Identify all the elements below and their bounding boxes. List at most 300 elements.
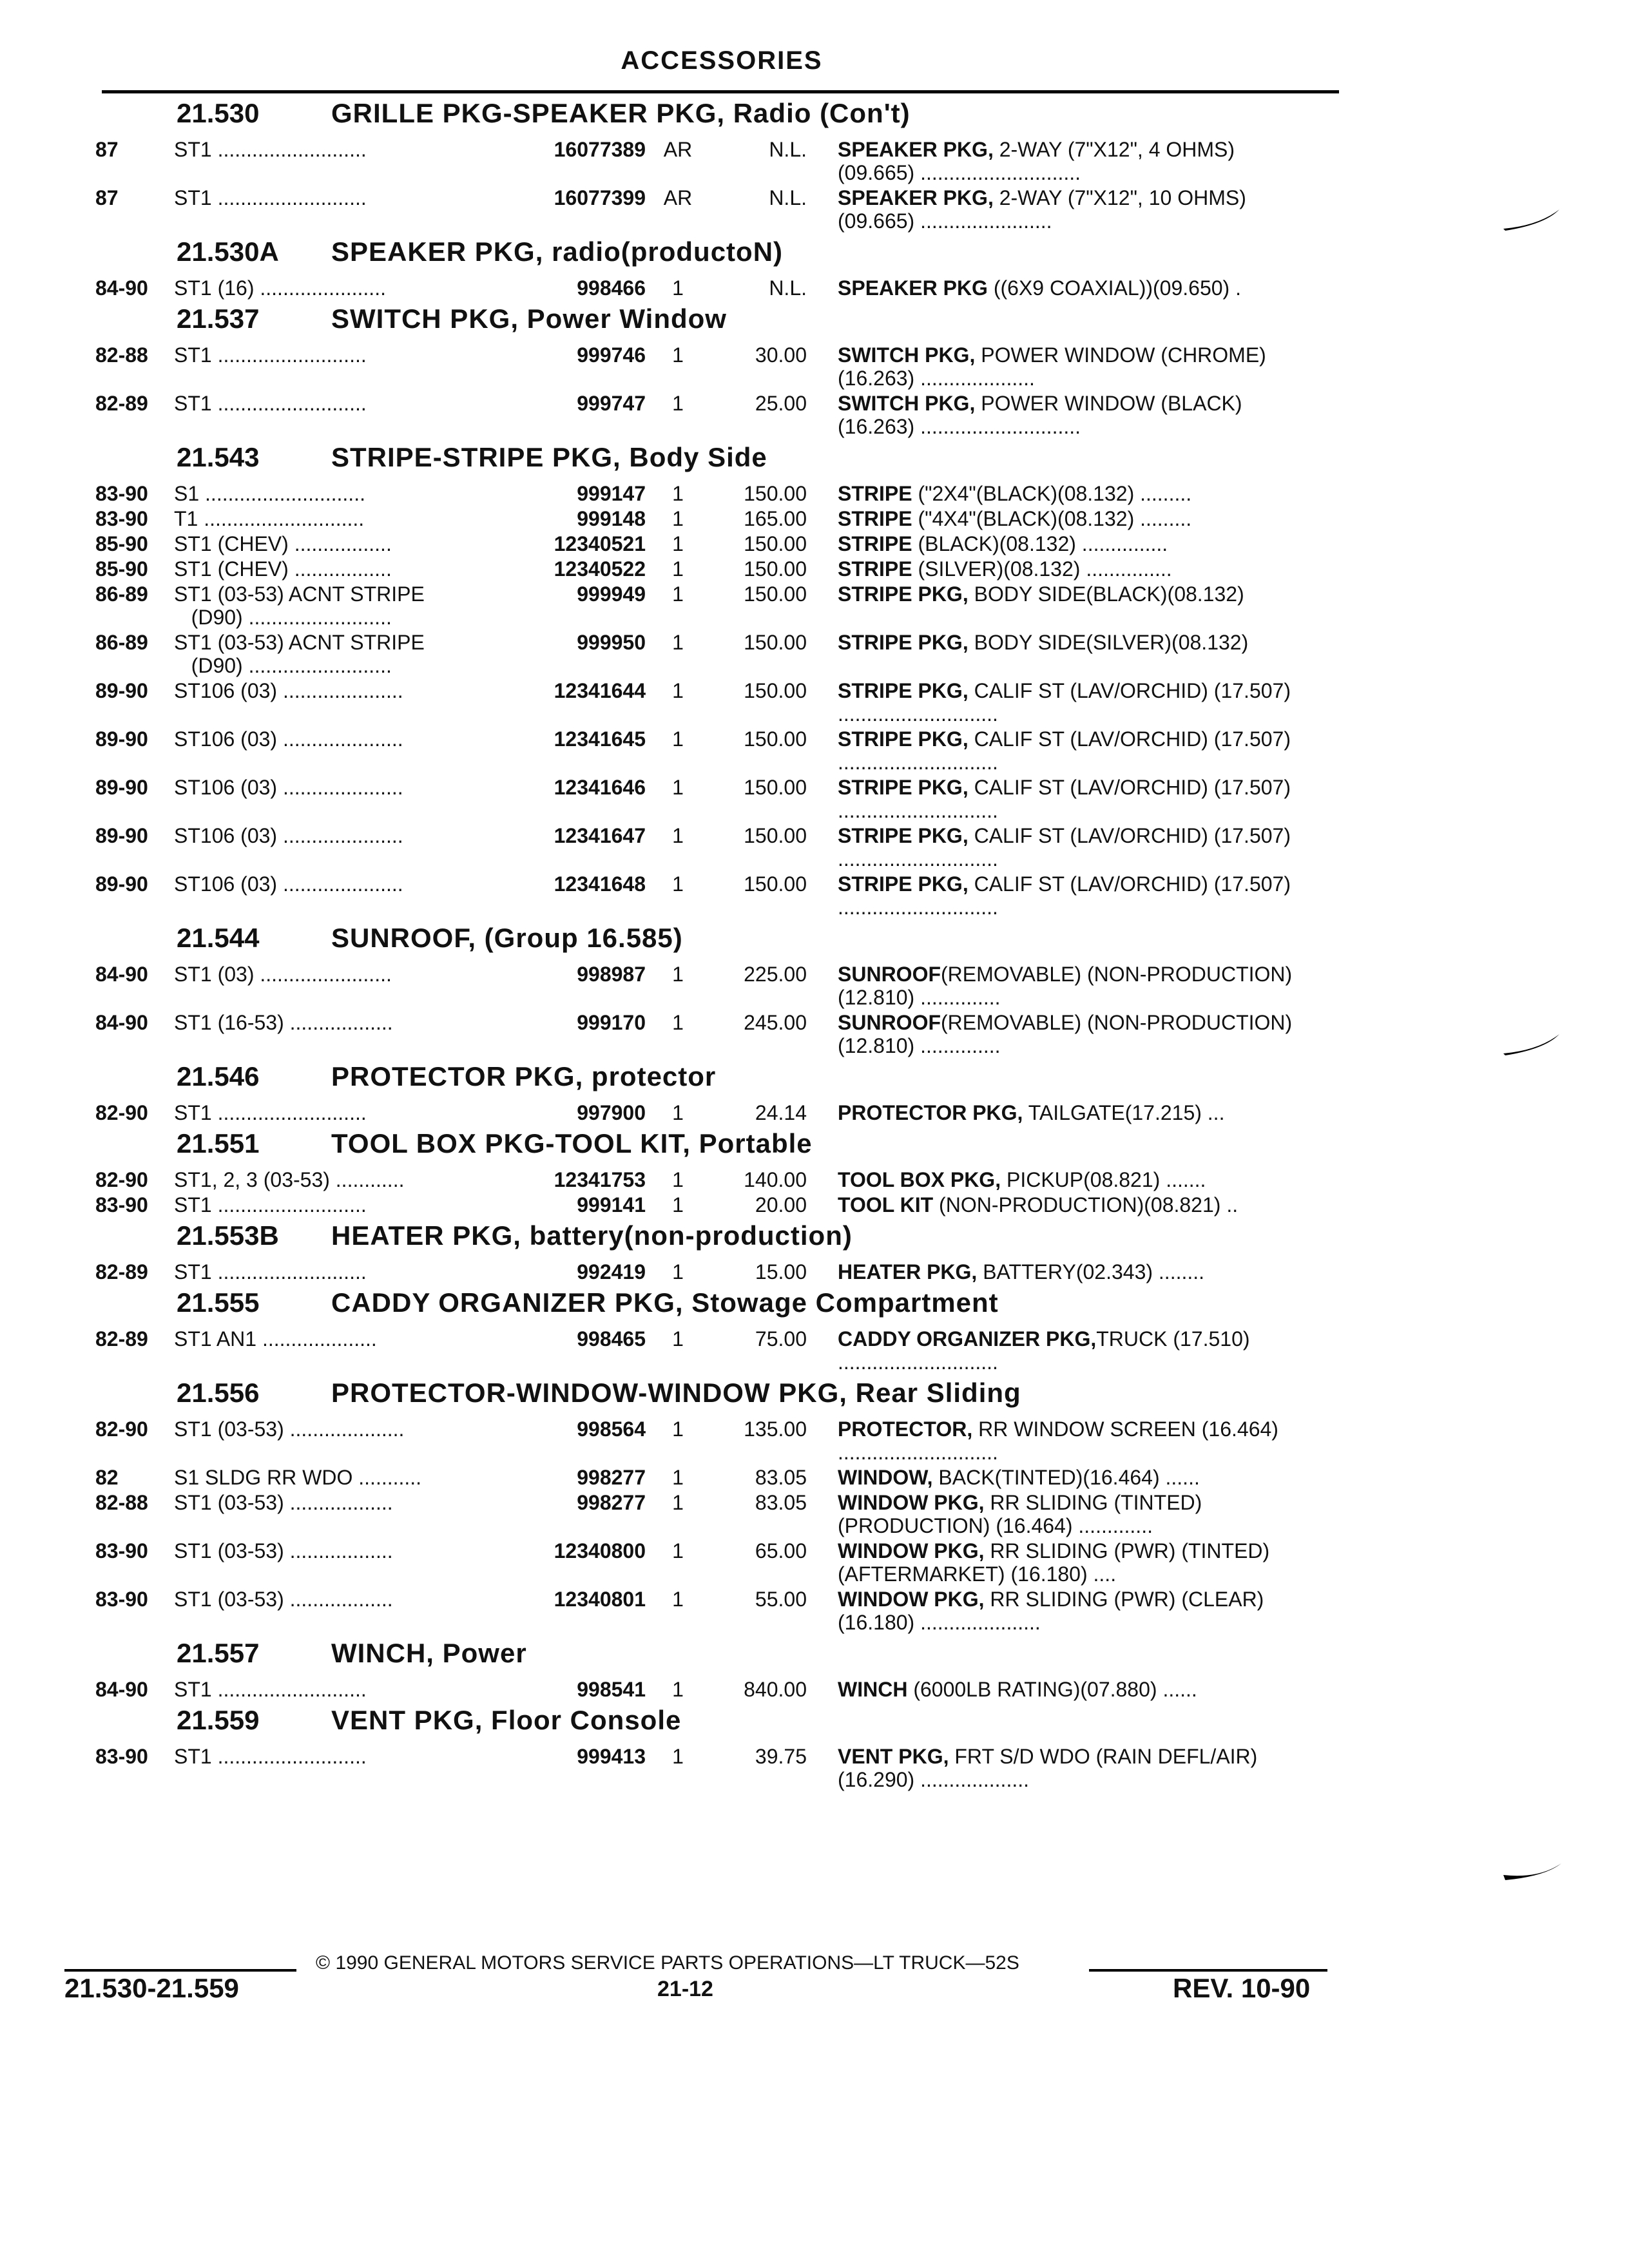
model-years: 86-89	[95, 631, 148, 654]
application: ST1 (03-53) ....................	[174, 1418, 405, 1441]
application: ST1 ..........................	[174, 1745, 367, 1768]
section-number: 21.556	[177, 1378, 260, 1408]
part-number: 12340800	[554, 1539, 646, 1562]
price: 840.00	[744, 1678, 807, 1701]
description	[838, 1539, 1302, 1586]
table-row	[95, 392, 1339, 438]
application: S1 SLDG RR WDO ...........	[174, 1466, 422, 1489]
section-number: 21.530A	[177, 236, 279, 267]
description-name: STRIPE PKG,	[838, 872, 969, 896]
description-detail: CALIF ST (LAV/ORCHID) (17.507) ............................	[838, 727, 1291, 774]
description	[838, 186, 1302, 233]
section-number: 21.546	[177, 1061, 260, 1091]
table-row	[95, 824, 1339, 870]
application: T1 ............................	[174, 507, 365, 530]
description-detail: TAILGATE(17.215) ...	[1023, 1101, 1225, 1124]
price: 150.00	[744, 532, 807, 555]
description-name: SPEAKER PKG,	[838, 138, 994, 161]
description-detail: BACK(TINTED)(16.464) ......	[932, 1466, 1200, 1489]
table-row	[95, 1260, 1339, 1283]
description-name: WINDOW,	[838, 1466, 933, 1489]
description-detail: ((6X9 COAXIAL))(09.650) .	[987, 276, 1241, 300]
description	[838, 557, 1302, 581]
table-row	[95, 186, 1339, 233]
description	[838, 1678, 1302, 1701]
quantity: 1	[672, 1011, 684, 1034]
table-row	[95, 1418, 1339, 1464]
binder-mark-icon	[1500, 1856, 1565, 1881]
application: ST1, 2, 3 (03-53) ............	[174, 1168, 405, 1191]
description-detail: CALIF ST (LAV/ORCHID) (17.507) ............................	[838, 824, 1291, 870]
table-row	[95, 1466, 1339, 1489]
section-title: PROTECTOR-WINDOW-WINDOW PKG, Rear Sliding	[331, 1378, 1021, 1408]
section-heading	[95, 1378, 1339, 1418]
price: 225.00	[744, 963, 807, 986]
part-number: 999949	[577, 582, 646, 606]
quantity: 1	[672, 557, 684, 581]
description-detail: (NON-PRODUCTION)(08.821) ..	[933, 1193, 1239, 1216]
price: 83.05	[755, 1491, 807, 1514]
description	[838, 276, 1302, 300]
table-row	[95, 1327, 1339, 1374]
description-name: WINDOW PKG,	[838, 1539, 985, 1562]
description-detail: ("2X4"(BLACK)(08.132) .........	[912, 482, 1192, 505]
table-row	[95, 138, 1339, 184]
section-title: STRIPE-STRIPE PKG, Body Side	[331, 442, 767, 472]
section-number: 21.555	[177, 1287, 260, 1318]
description-detail: 2-WAY (7"X12", 10 OHMS) (09.665) .......................	[838, 186, 1246, 233]
part-number: 998277	[577, 1466, 646, 1489]
description-detail: CALIF ST (LAV/ORCHID) (17.507) ............................	[838, 679, 1291, 726]
price: 150.00	[744, 872, 807, 896]
section-heading	[95, 98, 1339, 138]
description-name: STRIPE	[838, 507, 912, 530]
price: 135.00	[744, 1418, 807, 1441]
price: 150.00	[744, 824, 807, 847]
price: 150.00	[744, 482, 807, 505]
price: 150.00	[744, 679, 807, 702]
price: 245.00	[744, 1011, 807, 1034]
model-years: 87	[95, 138, 119, 161]
price: 150.00	[744, 631, 807, 654]
part-number: 999170	[577, 1011, 646, 1034]
quantity: 1	[672, 1745, 684, 1768]
application: ST1 ..........................	[174, 1260, 367, 1283]
quantity: 1	[672, 1678, 684, 1701]
catalog-section	[95, 1378, 1339, 1634]
application: ST1 (03-53) ..................	[174, 1491, 393, 1514]
description	[838, 1193, 1302, 1216]
description	[838, 1745, 1302, 1791]
description	[838, 1168, 1302, 1191]
application: ST1 (CHEV) .................	[174, 557, 392, 581]
table-row	[95, 1678, 1339, 1701]
part-number: 12341753	[554, 1168, 646, 1191]
part-number: 999148	[577, 507, 646, 530]
description	[838, 1466, 1302, 1489]
page-title: ACCESSORIES	[621, 46, 823, 75]
description	[838, 1588, 1302, 1634]
catalog-section	[95, 1220, 1339, 1283]
description-detail: BATTERY(02.343) ........	[977, 1260, 1205, 1283]
description-detail: (REMOVABLE) (NON-PRODUCTION) (12.810) ..............	[838, 1011, 1293, 1057]
part-number: 12341648	[554, 872, 646, 896]
table-row	[95, 507, 1339, 530]
catalog-section	[95, 923, 1339, 1057]
table-row	[95, 727, 1339, 774]
section-title: SWITCH PKG, Power Window	[331, 303, 727, 334]
table-row	[95, 963, 1339, 1009]
quantity: 1	[672, 392, 684, 415]
footer-page-number: 21-12	[657, 1977, 713, 2001]
application: ST1 ..........................	[174, 1193, 367, 1216]
description-name: PROTECTOR PKG,	[838, 1101, 1023, 1124]
description-detail: 2-WAY (7"X12", 4 OHMS) (09.665) ............................	[838, 138, 1235, 184]
quantity: 1	[672, 727, 684, 751]
section-heading	[95, 303, 1339, 343]
price: 150.00	[744, 727, 807, 751]
model-years: 84-90	[95, 276, 148, 300]
application: ST1 ..........................	[174, 392, 367, 415]
model-years: 89-90	[95, 679, 148, 702]
description-detail: TRUCK (17.510) ............................	[838, 1327, 1250, 1374]
part-number: 12341647	[554, 824, 646, 847]
price: 55.00	[755, 1588, 807, 1611]
catalog-section	[95, 98, 1339, 233]
section-heading	[95, 1638, 1339, 1678]
description-detail: PICKUP(08.821) .......	[1001, 1168, 1206, 1191]
model-years: 83-90	[95, 507, 148, 530]
part-number: 998987	[577, 963, 646, 986]
model-years: 82-88	[95, 343, 148, 367]
quantity: 1	[672, 1588, 684, 1611]
part-number: 998541	[577, 1678, 646, 1701]
part-number: 999413	[577, 1745, 646, 1768]
section-title: SPEAKER PKG, radio(productoN)	[331, 236, 784, 267]
description-name: PROTECTOR,	[838, 1418, 973, 1441]
model-years: 83-90	[95, 1193, 148, 1216]
section-title: TOOL BOX PKG-TOOL KIT, Portable	[331, 1128, 813, 1158]
quantity: 1	[672, 482, 684, 505]
description-name: SUNROOF	[838, 963, 941, 986]
description	[838, 1260, 1302, 1283]
application: ST1 (03-53) ..................	[174, 1588, 393, 1611]
description-name: TOOL KIT	[838, 1193, 934, 1216]
table-row	[95, 1168, 1339, 1191]
model-years: 84-90	[95, 1678, 148, 1701]
catalog-section	[95, 442, 1339, 919]
description-name: WINDOW PKG,	[838, 1491, 985, 1514]
description	[838, 138, 1302, 184]
section-heading	[95, 923, 1339, 963]
description	[838, 1011, 1302, 1057]
application: ST1 ..........................	[174, 1678, 367, 1701]
application: ST106 (03) .....................	[174, 727, 403, 751]
model-years: 83-90	[95, 1539, 148, 1562]
description-name: SWITCH PKG,	[838, 343, 976, 367]
description	[838, 776, 1302, 822]
model-years: 89-90	[95, 776, 148, 799]
description	[838, 507, 1302, 530]
model-years: 89-90	[95, 872, 148, 896]
quantity: 1	[672, 1168, 684, 1191]
price: 65.00	[755, 1539, 807, 1562]
table-row	[95, 679, 1339, 726]
part-number: 999747	[577, 392, 646, 415]
model-years: 83-90	[95, 482, 148, 505]
price: N.L.	[769, 186, 807, 209]
quantity: 1	[672, 1539, 684, 1562]
binder-mark-icon	[1500, 1031, 1565, 1057]
price: 150.00	[744, 582, 807, 606]
section-title: CADDY ORGANIZER PKG, Stowage Compartment	[331, 1287, 999, 1318]
section-number: 21.557	[177, 1638, 260, 1668]
section-title: GRILLE PKG-SPEAKER PKG, Radio (Con't)	[331, 98, 911, 128]
part-number: 998465	[577, 1327, 646, 1350]
quantity: 1	[672, 776, 684, 799]
application: ST1 ..........................	[174, 186, 367, 209]
application: ST1 (03-53) ..................	[174, 1539, 393, 1562]
description-name: CADDY ORGANIZER PKG,	[838, 1327, 1097, 1350]
description-detail: (SILVER)(08.132) ...............	[912, 557, 1172, 581]
description	[838, 532, 1302, 555]
description-name: SPEAKER PKG	[838, 276, 988, 300]
footer-section-range: 21.530-21.559	[64, 1973, 239, 2003]
quantity: 1	[672, 824, 684, 847]
price: N.L.	[769, 138, 807, 161]
quantity: 1	[672, 507, 684, 530]
application: ST1 ..........................	[174, 1101, 367, 1124]
part-number: 12340522	[554, 557, 646, 581]
description	[838, 631, 1302, 654]
footer-rule-left	[64, 1969, 296, 1972]
description-detail: RR SLIDING (TINTED) (PRODUCTION) (16.464) .............	[838, 1491, 1202, 1537]
table-row	[95, 532, 1339, 555]
description	[838, 872, 1302, 919]
price: 15.00	[755, 1260, 807, 1283]
footer-copyright: © 1990 GENERAL MOTORS SERVICE PARTS OPERATIONS—LT TRUCK—52S	[316, 1952, 1019, 1974]
section-number: 21.537	[177, 303, 260, 334]
description-name: STRIPE PKG,	[838, 824, 969, 847]
section-title: PROTECTOR PKG, protector	[331, 1061, 717, 1091]
application: ST1 (16) ......................	[174, 276, 386, 300]
application: ST106 (03) .....................	[174, 679, 403, 702]
section-heading	[95, 1061, 1339, 1101]
description	[838, 963, 1302, 1009]
price: 140.00	[744, 1168, 807, 1191]
description-name: VENT PKG,	[838, 1745, 949, 1768]
section-heading	[95, 1287, 1339, 1327]
catalog-section	[95, 1638, 1339, 1701]
application: ST1 AN1 ....................	[174, 1327, 377, 1350]
section-title: SUNROOF, (Group 16.585)	[331, 923, 683, 953]
price: 83.05	[755, 1466, 807, 1489]
description	[838, 482, 1302, 505]
description-name: STRIPE PKG,	[838, 727, 969, 751]
description-name: WINCH	[838, 1678, 908, 1701]
model-years: 84-90	[95, 963, 148, 986]
description-detail: RR SLIDING (PWR) (TINTED) (AFTERMARKET) (16.180) ....	[838, 1539, 1270, 1586]
quantity: 1	[672, 679, 684, 702]
model-years: 83-90	[95, 1588, 148, 1611]
description-detail: POWER WINDOW (CHROME) (16.263) ....................	[838, 343, 1266, 390]
description-name: STRIPE	[838, 482, 912, 505]
section-heading	[95, 1220, 1339, 1260]
model-years: 82-89	[95, 1260, 148, 1283]
application: ST1 (16-53) ..................	[174, 1011, 393, 1034]
quantity: AR	[663, 138, 693, 161]
parts-catalog	[95, 94, 1339, 1793]
catalog-section	[95, 1128, 1339, 1216]
table-row	[95, 1491, 1339, 1537]
table-row	[95, 582, 1339, 629]
part-number: 997900	[577, 1101, 646, 1124]
footer-revision: REV. 10-90	[1173, 1973, 1311, 2003]
catalog-section	[95, 236, 1339, 300]
part-number: 12341646	[554, 776, 646, 799]
catalog-section	[95, 1287, 1339, 1374]
part-number: 998466	[577, 276, 646, 300]
table-row	[95, 343, 1339, 390]
part-number: 16077389	[554, 138, 646, 161]
application: ST1 (03) .......................	[174, 963, 392, 986]
application: ST106 (03) .....................	[174, 776, 403, 799]
application: ST1 ..........................	[174, 138, 367, 161]
application: ST1 (03-53) ACNT STRIPE (D90) .........................	[174, 582, 425, 629]
model-years: 86-89	[95, 582, 148, 606]
description-name: STRIPE	[838, 557, 912, 581]
model-years: 87	[95, 186, 119, 209]
part-number: 998564	[577, 1418, 646, 1441]
description-name: STRIPE PKG,	[838, 631, 969, 654]
quantity: 1	[672, 631, 684, 654]
quantity: 1	[672, 1193, 684, 1216]
model-years: 82-89	[95, 392, 148, 415]
description	[838, 1491, 1302, 1537]
description-detail: CALIF ST (LAV/ORCHID) (17.507) ............................	[838, 776, 1291, 822]
model-years: 82-90	[95, 1418, 148, 1441]
quantity: 1	[672, 1260, 684, 1283]
price: 24.14	[755, 1101, 807, 1124]
price: 150.00	[744, 776, 807, 799]
section-heading	[95, 236, 1339, 276]
table-row	[95, 557, 1339, 581]
description-name: TOOL BOX PKG,	[838, 1168, 1001, 1191]
quantity: 1	[672, 582, 684, 606]
quantity: 1	[672, 1418, 684, 1441]
part-number: 12341645	[554, 727, 646, 751]
price: N.L.	[769, 276, 807, 300]
table-row	[95, 482, 1339, 505]
table-row	[95, 1011, 1339, 1057]
part-number: 12341644	[554, 679, 646, 702]
section-title: HEATER PKG, battery(non-production)	[331, 1220, 853, 1251]
quantity: 1	[672, 1491, 684, 1514]
description-detail: (6000LB RATING)(07.880) ......	[907, 1678, 1197, 1701]
application: S1 ............................	[174, 482, 365, 505]
model-years: 89-90	[95, 727, 148, 751]
description-name: STRIPE PKG,	[838, 679, 969, 702]
quantity: 1	[672, 532, 684, 555]
table-row	[95, 776, 1339, 822]
table-row	[95, 1588, 1339, 1634]
description-detail: (REMOVABLE) (NON-PRODUCTION) (12.810) ..............	[838, 963, 1293, 1009]
description-detail: BODY SIDE(SILVER)(08.132)	[968, 631, 1249, 654]
section-number: 21.559	[177, 1705, 260, 1735]
application: ST1 (CHEV) .................	[174, 532, 392, 555]
price: 30.00	[755, 343, 807, 367]
description	[838, 343, 1302, 390]
price: 39.75	[755, 1745, 807, 1768]
description-name: SPEAKER PKG,	[838, 186, 994, 209]
model-years: 89-90	[95, 824, 148, 847]
description	[838, 824, 1302, 870]
description	[838, 582, 1302, 606]
model-years: 82-90	[95, 1168, 148, 1191]
catalog-section	[95, 303, 1339, 438]
section-number: 21.544	[177, 923, 260, 953]
description	[838, 727, 1302, 774]
part-number: 992419	[577, 1260, 646, 1283]
description	[838, 679, 1302, 726]
description	[838, 392, 1302, 438]
description-detail: RR SLIDING (PWR) (CLEAR) (16.180) .....................	[838, 1588, 1264, 1634]
description-detail: FRT S/D WDO (RAIN DEFL/AIR) (16.290) ...................	[838, 1745, 1258, 1791]
section-number: 21.543	[177, 442, 260, 472]
table-row	[95, 1193, 1339, 1216]
price: 75.00	[755, 1327, 807, 1350]
quantity: 1	[672, 276, 684, 300]
description-name: WINDOW PKG,	[838, 1588, 985, 1611]
price: 25.00	[755, 392, 807, 415]
part-number: 999746	[577, 343, 646, 367]
part-number: 998277	[577, 1491, 646, 1514]
part-number: 12340521	[554, 532, 646, 555]
section-number: 21.530	[177, 98, 260, 128]
quantity: 1	[672, 1327, 684, 1350]
table-row	[95, 631, 1339, 677]
quantity: 1	[672, 343, 684, 367]
application: ST1 (03-53) ACNT STRIPE (D90) .........................	[174, 631, 425, 677]
description-name: SWITCH PKG,	[838, 392, 976, 415]
description	[838, 1418, 1302, 1464]
description-detail: CALIF ST (LAV/ORCHID) (17.507) ............................	[838, 872, 1291, 919]
description	[838, 1327, 1302, 1374]
application: ST106 (03) .....................	[174, 824, 403, 847]
header-rule	[102, 90, 1339, 93]
quantity: AR	[663, 186, 693, 209]
description	[838, 1101, 1302, 1124]
model-years: 85-90	[95, 532, 148, 555]
section-heading	[95, 1705, 1339, 1745]
section-title: VENT PKG, Floor Console	[331, 1705, 682, 1735]
part-number: 16077399	[554, 186, 646, 209]
model-years: 82	[95, 1466, 119, 1489]
part-number: 999141	[577, 1193, 646, 1216]
description-name: STRIPE PKG,	[838, 582, 969, 606]
section-heading	[95, 442, 1339, 482]
table-row	[95, 872, 1339, 919]
description-detail: RR WINDOW SCREEN (16.464) ............................	[838, 1418, 1278, 1464]
table-row	[95, 1101, 1339, 1124]
description-name: STRIPE PKG,	[838, 776, 969, 799]
quantity: 1	[672, 1466, 684, 1489]
description-detail: (BLACK)(08.132) ...............	[912, 532, 1168, 555]
application: ST106 (03) .....................	[174, 872, 403, 896]
catalog-section	[95, 1061, 1339, 1124]
model-years: 82-90	[95, 1101, 148, 1124]
price: 165.00	[744, 507, 807, 530]
